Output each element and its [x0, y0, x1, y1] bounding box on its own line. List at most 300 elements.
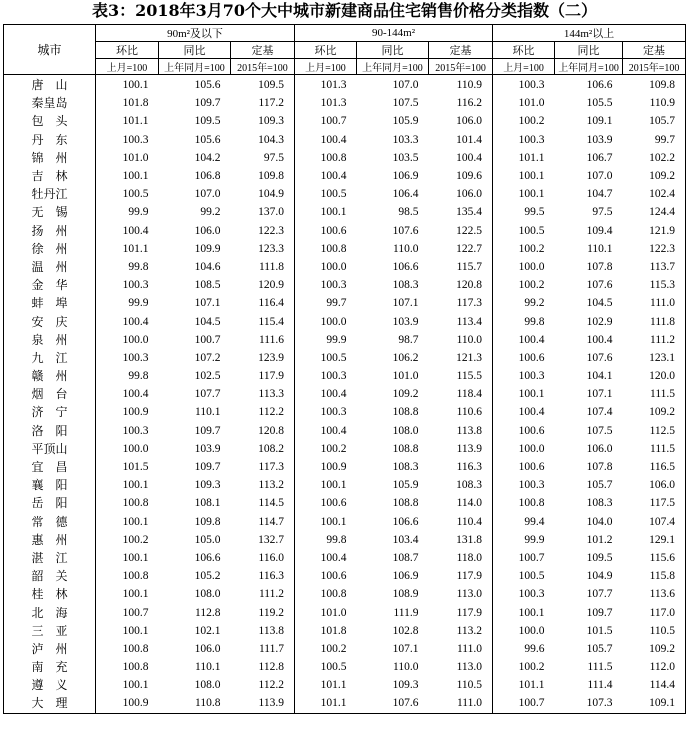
- value-cell: 108.5: [194, 279, 221, 292]
- value-cell: 109.2: [623, 640, 686, 658]
- table-row: [4, 258, 686, 276]
- value-cell: 110.9: [623, 94, 686, 112]
- value-cell: 100.3: [320, 279, 347, 292]
- value-cell: 108.0: [194, 679, 221, 692]
- value-cell: 100.4: [320, 170, 347, 183]
- value-cell: 123.1: [623, 349, 686, 367]
- city-cell: 秦皇岛: [4, 94, 96, 112]
- city-cell: 常 德: [4, 513, 96, 531]
- value-cell: 99.8: [128, 260, 149, 273]
- value-cell: 100.4: [320, 424, 347, 437]
- value-cell: 98.7: [398, 333, 419, 346]
- city-cell: 湛 江: [4, 549, 96, 567]
- value-cell: 120.9: [231, 276, 295, 294]
- value-cell: 110.0: [429, 331, 493, 349]
- value-cell: 107.6: [586, 279, 613, 292]
- base-header-0-2: 2015年=100: [231, 59, 295, 75]
- value-cell: 100.3: [320, 406, 347, 419]
- table-row: [4, 403, 686, 421]
- value-cell: 117.9: [231, 367, 295, 385]
- value-cell: 100.1: [320, 479, 347, 492]
- value-cell: 100.1: [122, 551, 149, 564]
- value-cell: 103.9: [194, 442, 221, 455]
- value-cell: 99.9: [128, 297, 149, 310]
- value-cell: 123.3: [231, 240, 295, 258]
- value-cell: 100.7: [194, 333, 221, 346]
- value-cell: 100.1: [122, 588, 149, 601]
- value-cell: 112.0: [623, 658, 686, 676]
- city-cell: 三 亚: [4, 622, 96, 640]
- value-cell: 99.6: [524, 642, 545, 655]
- value-cell: 105.9: [392, 115, 419, 128]
- value-cell: 106.0: [429, 112, 493, 130]
- value-cell: 137.0: [231, 203, 295, 221]
- value-cell: 100.2: [518, 242, 545, 255]
- value-cell: 110.0: [393, 242, 419, 255]
- value-cell: 101.8: [122, 97, 149, 110]
- value-cell: 109.3: [392, 679, 419, 692]
- value-cell: 113.7: [623, 258, 686, 276]
- value-cell: 100.5: [518, 570, 545, 583]
- sub-header-1-1: 同比: [357, 42, 429, 59]
- table-row: [4, 549, 686, 567]
- value-cell: 108.9: [392, 588, 419, 601]
- value-cell: 117.9: [429, 603, 493, 621]
- value-cell: 100.0: [518, 624, 545, 637]
- base-header-1-2: 2015年=100: [429, 59, 493, 75]
- value-cell: 100.3: [122, 279, 149, 292]
- value-cell: 100.1: [122, 515, 149, 528]
- value-cell: 100.8: [122, 642, 149, 655]
- value-cell: 106.0: [194, 224, 221, 237]
- table-row: [4, 694, 686, 713]
- table-row: [4, 513, 686, 531]
- table-row: [4, 585, 686, 603]
- value-cell: 112.2: [231, 676, 295, 694]
- value-cell: 105.7: [623, 112, 686, 130]
- city-cell: 牡丹江: [4, 185, 96, 203]
- value-cell: 100.3: [518, 370, 545, 383]
- value-cell: 117.5: [623, 494, 686, 512]
- city-cell: 吉 林: [4, 167, 96, 185]
- city-cell: 南 充: [4, 658, 96, 676]
- value-cell: 99.9: [128, 206, 149, 219]
- value-cell: 100.1: [320, 206, 347, 219]
- value-cell: 110.5: [429, 676, 493, 694]
- value-cell: 100.5: [122, 188, 149, 201]
- value-cell: 99.9: [326, 333, 347, 346]
- value-cell: 122.7: [429, 240, 493, 258]
- city-cell: 济 宁: [4, 403, 96, 421]
- city-cell: 温 州: [4, 258, 96, 276]
- value-cell: 102.5: [194, 370, 221, 383]
- value-cell: 108.3: [429, 476, 493, 494]
- value-cell: 101.1: [320, 679, 347, 692]
- value-cell: 99.4: [524, 515, 545, 528]
- value-cell: 113.2: [429, 622, 493, 640]
- value-cell: 100.9: [320, 461, 347, 474]
- value-cell: 108.8: [392, 497, 419, 510]
- table-row: [4, 312, 686, 330]
- value-cell: 108.2: [231, 440, 295, 458]
- value-cell: 116.4: [231, 294, 295, 312]
- value-cell: 101.0: [122, 151, 149, 164]
- value-cell: 100.9: [96, 694, 159, 713]
- value-cell: 101.2: [586, 533, 613, 546]
- table-header: [4, 25, 686, 75]
- value-cell: 108.3: [392, 461, 419, 474]
- value-cell: 100.0: [518, 260, 545, 273]
- value-cell: 115.5: [429, 367, 493, 385]
- table-row: [4, 222, 686, 240]
- value-cell: 110.9: [429, 75, 493, 95]
- value-cell: 100.4: [320, 133, 347, 146]
- city-cell: 金 华: [4, 276, 96, 294]
- value-cell: 100.3: [518, 588, 545, 601]
- value-cell: 110.4: [429, 513, 493, 531]
- value-cell: 107.0: [194, 188, 221, 201]
- value-cell: 100.1: [122, 479, 149, 492]
- value-cell: 104.9: [586, 570, 613, 583]
- city-cell: 无 锡: [4, 203, 96, 221]
- table-row: [4, 112, 686, 130]
- value-cell: 107.5: [392, 97, 419, 110]
- value-cell: 100.6: [518, 461, 545, 474]
- city-cell: 大 理: [4, 694, 96, 713]
- value-cell: 109.2: [623, 403, 686, 421]
- value-cell: 107.1: [586, 388, 613, 401]
- value-cell: 114.0: [429, 494, 493, 512]
- value-cell: 110.1: [195, 406, 221, 419]
- sub-header-2-0: 环比: [493, 42, 555, 59]
- value-cell: 109.7: [586, 606, 613, 619]
- value-cell: 112.8: [195, 606, 221, 619]
- city-cell: 锦 州: [4, 149, 96, 167]
- city-cell: 北 海: [4, 603, 96, 621]
- city-cell: 襄 阳: [4, 476, 96, 494]
- value-cell: 104.1: [586, 370, 613, 383]
- value-cell: 101.0: [320, 606, 347, 619]
- value-cell: 109.1: [586, 115, 613, 128]
- table-row: [4, 476, 686, 494]
- group-header-large: 144m²以上: [493, 25, 686, 42]
- value-cell: 100.1: [518, 188, 545, 201]
- value-cell: 100.4: [122, 315, 149, 328]
- value-cell: 109.7: [194, 461, 221, 474]
- value-cell: 109.2: [623, 167, 686, 185]
- value-cell: 117.3: [429, 294, 493, 312]
- value-cell: 109.9: [194, 242, 221, 255]
- value-cell: 108.0: [194, 588, 221, 601]
- value-cell: 120.0: [623, 367, 686, 385]
- value-cell: 100.5: [518, 224, 545, 237]
- value-cell: 109.3: [231, 112, 295, 130]
- table-row: [4, 294, 686, 312]
- value-cell: 117.0: [623, 603, 686, 621]
- value-cell: 97.5: [231, 149, 295, 167]
- value-cell: 107.7: [586, 588, 613, 601]
- value-cell: 106.0: [586, 442, 613, 455]
- value-cell: 100.8: [122, 497, 149, 510]
- value-cell: 101.3: [320, 97, 347, 110]
- value-cell: 100.2: [518, 279, 545, 292]
- value-cell: 123.9: [231, 349, 295, 367]
- value-cell: 113.0: [429, 585, 493, 603]
- value-cell: 100.2: [518, 661, 545, 674]
- table-row: [4, 658, 686, 676]
- value-cell: 108.7: [392, 551, 419, 564]
- value-cell: 111.2: [623, 331, 686, 349]
- value-cell: 113.2: [231, 476, 295, 494]
- value-cell: 99.7: [623, 131, 686, 149]
- value-cell: 118.0: [429, 549, 493, 567]
- value-cell: 107.8: [586, 461, 613, 474]
- value-cell: 109.5: [194, 115, 221, 128]
- base-header-2-1: 上年同月=100: [555, 59, 623, 75]
- value-cell: 100.8: [320, 588, 347, 601]
- value-cell: 99.5: [524, 206, 545, 219]
- value-cell: 117.2: [231, 94, 295, 112]
- value-cell: 107.2: [194, 351, 221, 364]
- value-cell: 105.9: [392, 479, 419, 492]
- value-cell: 105.7: [586, 479, 613, 492]
- value-cell: 100.4: [586, 333, 613, 346]
- value-cell: 108.8: [392, 442, 419, 455]
- value-cell: 100.0: [122, 333, 149, 346]
- value-cell: 111.5: [587, 661, 613, 674]
- value-cell: 107.3: [555, 694, 623, 713]
- value-cell: 100.5: [320, 351, 347, 364]
- value-cell: 110.0: [393, 661, 419, 674]
- value-cell: 109.5: [586, 551, 613, 564]
- table-row: [4, 167, 686, 185]
- value-cell: 105.6: [194, 133, 221, 146]
- value-cell: 99.9: [524, 533, 545, 546]
- value-cell: 107.5: [586, 424, 613, 437]
- value-cell: 100.4: [518, 333, 545, 346]
- table-row: [4, 622, 686, 640]
- table-row: [4, 75, 686, 95]
- base-header-1-0: 上月=100: [295, 59, 357, 75]
- value-cell: 100.3: [122, 424, 149, 437]
- table-row: [4, 458, 686, 476]
- value-cell: 121.3: [429, 349, 493, 367]
- table-row: [4, 331, 686, 349]
- city-cell: 扬 州: [4, 222, 96, 240]
- value-cell: 101.1: [518, 679, 545, 692]
- value-cell: 104.5: [194, 315, 221, 328]
- value-cell: 120.8: [429, 276, 493, 294]
- value-cell: 100.0: [518, 442, 545, 455]
- city-cell: 徐 州: [4, 240, 96, 258]
- value-cell: 135.4: [429, 203, 493, 221]
- value-cell: 114.5: [231, 494, 295, 512]
- value-cell: 101.5: [122, 461, 149, 474]
- value-cell: 108.0: [392, 424, 419, 437]
- value-cell: 101.4: [429, 131, 493, 149]
- value-cell: 106.9: [392, 570, 419, 583]
- value-cell: 100.1: [518, 388, 545, 401]
- value-cell: 100.8: [122, 661, 149, 674]
- value-cell: 110.8: [159, 694, 231, 713]
- value-cell: 103.3: [392, 133, 419, 146]
- value-cell: 113.6: [623, 585, 686, 603]
- table-row: [4, 131, 686, 149]
- value-cell: 107.6: [392, 224, 419, 237]
- value-cell: 99.2: [524, 297, 545, 310]
- value-cell: 115.4: [231, 312, 295, 330]
- value-cell: 98.5: [398, 206, 419, 219]
- value-cell: 100.2: [518, 115, 545, 128]
- value-cell: 100.7: [320, 115, 347, 128]
- value-cell: 100.2: [320, 642, 347, 655]
- value-cell: 107.6: [586, 351, 613, 364]
- sub-header-0-1: 同比: [159, 42, 231, 59]
- value-cell: 108.8: [392, 406, 419, 419]
- value-cell: 100.6: [320, 570, 347, 583]
- value-cell: 100.7: [518, 551, 545, 564]
- value-cell: 107.8: [586, 260, 613, 273]
- value-cell: 109.5: [231, 75, 295, 95]
- value-cell: 107.7: [194, 388, 221, 401]
- table-row: [4, 567, 686, 585]
- value-cell: 106.2: [392, 351, 419, 364]
- value-cell: 109.4: [586, 224, 613, 237]
- value-cell: 100.2: [320, 442, 347, 455]
- table-row: [4, 640, 686, 658]
- city-cell: 包 头: [4, 112, 96, 130]
- value-cell: 101.5: [586, 624, 613, 637]
- value-cell: 100.1: [122, 679, 149, 692]
- base-header-2-0: 上月=100: [493, 59, 555, 75]
- value-cell: 111.4: [587, 679, 613, 692]
- city-cell: 宜 昌: [4, 458, 96, 476]
- value-cell: 101.1: [122, 242, 149, 255]
- value-cell: 107.0: [392, 79, 419, 92]
- value-cell: 100.6: [320, 224, 347, 237]
- value-cell: 105.6: [194, 79, 221, 92]
- value-cell: 117.3: [231, 458, 295, 476]
- city-cell: 韶 关: [4, 567, 96, 585]
- value-cell: 122.3: [231, 222, 295, 240]
- value-cell: 100.6: [518, 351, 545, 364]
- value-cell: 101.0: [392, 370, 419, 383]
- value-cell: 100.8: [320, 151, 347, 164]
- value-cell: 106.4: [392, 188, 419, 201]
- table-row: [4, 440, 686, 458]
- sub-header-0-0: 环比: [96, 42, 159, 59]
- value-cell: 100.1: [320, 515, 347, 528]
- value-cell: 109.8: [194, 515, 221, 528]
- value-cell: 100.9: [122, 406, 149, 419]
- value-cell: 110.1: [195, 661, 221, 674]
- value-cell: 103.4: [392, 533, 419, 546]
- value-cell: 129.1: [623, 531, 686, 549]
- table-row: [4, 367, 686, 385]
- value-cell: 115.3: [623, 276, 686, 294]
- table-row: [4, 385, 686, 403]
- value-cell: 100.3: [518, 133, 545, 146]
- value-cell: 111.6: [231, 331, 295, 349]
- sub-header-2-1: 同比: [555, 42, 623, 59]
- value-cell: 106.6: [586, 79, 613, 92]
- value-cell: 107.0: [586, 170, 613, 183]
- value-cell: 105.2: [194, 570, 221, 583]
- value-cell: 107.4: [586, 406, 613, 419]
- value-cell: 116.5: [623, 458, 686, 476]
- city-cell: 遵 义: [4, 676, 96, 694]
- city-cell: 安 庆: [4, 312, 96, 330]
- city-cell: 泉 州: [4, 331, 96, 349]
- value-cell: 116.0: [231, 549, 295, 567]
- city-cell: 丹 东: [4, 131, 96, 149]
- value-cell: 100.8: [320, 242, 347, 255]
- value-cell: 100.4: [320, 551, 347, 564]
- sub-header-0-2: 定基: [231, 42, 295, 59]
- value-cell: 104.3: [231, 131, 295, 149]
- value-cell: 111.8: [231, 258, 295, 276]
- table-row: [4, 94, 686, 112]
- value-cell: 108.3: [392, 279, 419, 292]
- value-cell: 104.7: [586, 188, 613, 201]
- value-cell: 122.5: [429, 222, 493, 240]
- sub-header-1-2: 定基: [429, 42, 493, 59]
- value-cell: 102.1: [194, 624, 221, 637]
- value-cell: 115.8: [623, 567, 686, 585]
- value-cell: 109.8: [623, 75, 686, 95]
- value-cell: 109.6: [429, 167, 493, 185]
- value-cell: 105.0: [194, 533, 221, 546]
- value-cell: 106.6: [194, 551, 221, 564]
- value-cell: 108.1: [194, 497, 221, 510]
- value-cell: 100.3: [518, 479, 545, 492]
- value-cell: 102.4: [623, 185, 686, 203]
- value-cell: 101.0: [518, 97, 545, 110]
- value-cell: 107.6: [357, 694, 429, 713]
- value-cell: 100.3: [320, 370, 347, 383]
- value-cell: 106.6: [392, 515, 419, 528]
- value-cell: 100.3: [122, 351, 149, 364]
- group-header-medium: 90-144m²: [295, 25, 493, 42]
- value-cell: 113.8: [231, 622, 295, 640]
- value-cell: 117.9: [429, 567, 493, 585]
- value-cell: 113.9: [231, 694, 295, 713]
- value-cell: 112.2: [231, 403, 295, 421]
- city-cell: 泸 州: [4, 640, 96, 658]
- value-cell: 114.4: [623, 676, 686, 694]
- value-cell: 132.7: [231, 531, 295, 549]
- value-cell: 116.3: [231, 567, 295, 585]
- table-row: [4, 240, 686, 258]
- value-cell: 108.3: [586, 497, 613, 510]
- value-cell: 102.2: [623, 149, 686, 167]
- value-cell: 110.5: [623, 622, 686, 640]
- value-cell: 102.8: [392, 624, 419, 637]
- value-cell: 109.1: [623, 694, 686, 713]
- value-cell: 99.8: [326, 533, 347, 546]
- value-cell: 109.3: [194, 479, 221, 492]
- value-cell: 100.2: [122, 533, 149, 546]
- value-cell: 115.6: [623, 549, 686, 567]
- value-cell: 111.5: [623, 385, 686, 403]
- value-cell: 100.5: [320, 661, 347, 674]
- value-cell: 106.0: [623, 476, 686, 494]
- value-cell: 101.1: [295, 694, 357, 713]
- value-cell: 100.5: [320, 188, 347, 201]
- value-cell: 103.5: [392, 151, 419, 164]
- value-cell: 100.1: [122, 170, 149, 183]
- table-row: [4, 149, 686, 167]
